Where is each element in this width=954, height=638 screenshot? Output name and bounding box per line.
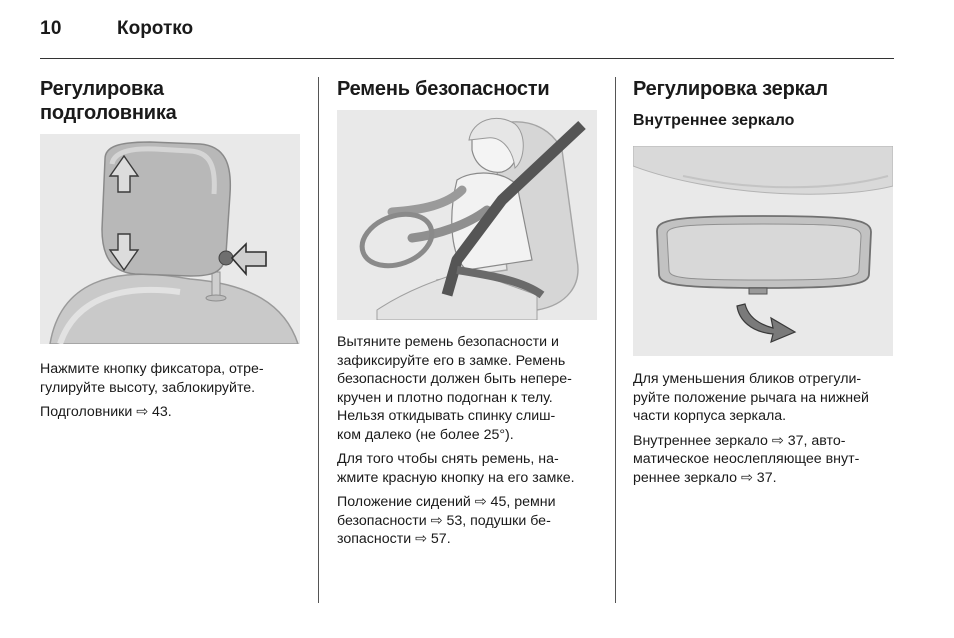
mirrors-section <box>633 77 895 131</box>
seatbelt-heading: Ремень безопасности <box>337 78 550 100</box>
mirrors-heading: Регулировка зеркал <box>633 78 828 100</box>
headrest-heading-line2: подголовника <box>40 102 177 124</box>
header-rule <box>40 58 894 59</box>
interior-mirror-subheading: Внутреннее зеркало <box>633 112 795 129</box>
section-title: Коротко <box>117 18 194 39</box>
column-divider <box>615 77 616 603</box>
headrest-paragraph: Нажмите кнопку фиксатора, отре- гулируйте высоту, заблокируйте. <box>40 361 264 396</box>
mirrors-references: Внутреннее зеркало ⇨ 37, авто- матическое неослепляющее внут- реннее зеркало ⇨ 37. <box>633 432 860 486</box>
mirrors-paragraph-1: Для уменьшения бликов отрегули- руйте положение рычага на нижней части корпуса зеркала. <box>633 371 869 424</box>
headrest-reference: Подголовники ⇨ 43. <box>40 404 172 420</box>
column-divider <box>318 77 319 603</box>
mirrors-text <box>633 370 895 493</box>
headrest-text <box>40 360 302 428</box>
seatbelt-paragraph-1: Вытяните ремень безопасности и зафиксируйте его в замке. Ремень безопасности должен быть непере- кручен и плотно подогнан к телу. Нельзя откидывать спинку слиш- ком далеко (не более 25°). <box>337 334 572 443</box>
seatbelt-text <box>337 333 599 555</box>
seatbelt-illustration <box>337 110 597 320</box>
headrest-section <box>40 77 302 125</box>
headrest-illustration <box>40 134 300 344</box>
seatbelt-section <box>337 77 599 101</box>
headrest-heading-line1: Регулировка <box>40 78 164 100</box>
mirror-illustration <box>633 146 893 356</box>
seatbelt-paragraph-2: Для того чтобы снять ремень, на- жмите красную кнопку на его замке. <box>337 451 575 486</box>
page-number: 10 <box>40 18 62 39</box>
headrest-heading <box>40 77 302 125</box>
seatbelt-references: Положение сидений ⇨ 45, ремни безопасности ⇨ 53, подушки бе- зопасности ⇨ 57. <box>337 494 556 547</box>
